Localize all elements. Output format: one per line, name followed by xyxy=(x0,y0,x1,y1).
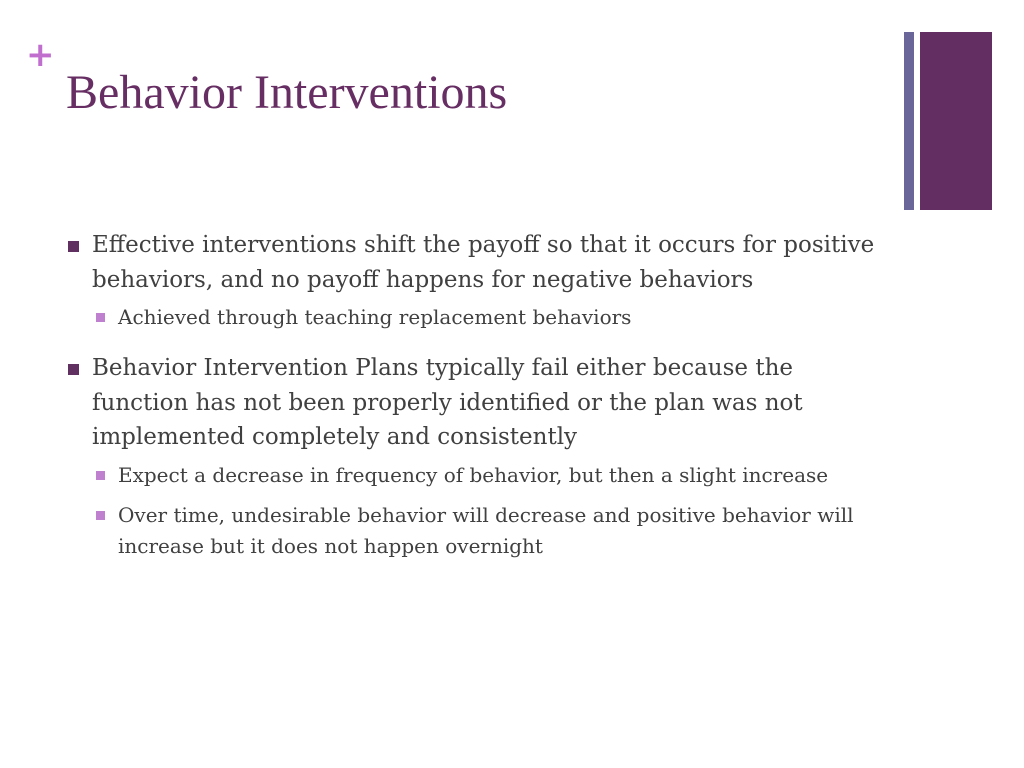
accent-bar-thin xyxy=(904,32,914,210)
slide-title: Behavior Interventions xyxy=(66,66,508,119)
slide-body xyxy=(64,228,894,562)
bullet-level2 xyxy=(64,302,894,333)
bullet-text: Behavior Intervention Plans typically fail either because the function has not been properly identified or the plan was not implemented completely and consistently xyxy=(92,355,803,450)
bullet-level1 xyxy=(64,228,894,297)
square-bullet-icon xyxy=(96,313,105,322)
bullet-level2 xyxy=(64,460,894,491)
square-bullet-icon xyxy=(96,511,105,520)
bullet-level1 xyxy=(64,351,894,455)
bullet-text: Over time, undesirable behavior will decrease and positive behavior will increase but it does not happen overnight xyxy=(118,502,854,558)
bullet-level2 xyxy=(64,500,894,562)
square-bullet-icon xyxy=(68,241,79,252)
square-bullet-icon xyxy=(96,471,105,480)
plus-icon: + xyxy=(26,35,55,75)
bullet-text: Expect a decrease in frequency of behavior, but then a slight increase xyxy=(118,462,829,487)
accent-bar-block xyxy=(920,32,992,210)
bullet-text: Effective interventions shift the payoff so that it occurs for positive behaviors, and no payoff happens for negative behaviors xyxy=(92,232,875,293)
square-bullet-icon xyxy=(68,364,79,375)
bullet-text: Achieved through teaching replacement behaviors xyxy=(118,305,632,329)
